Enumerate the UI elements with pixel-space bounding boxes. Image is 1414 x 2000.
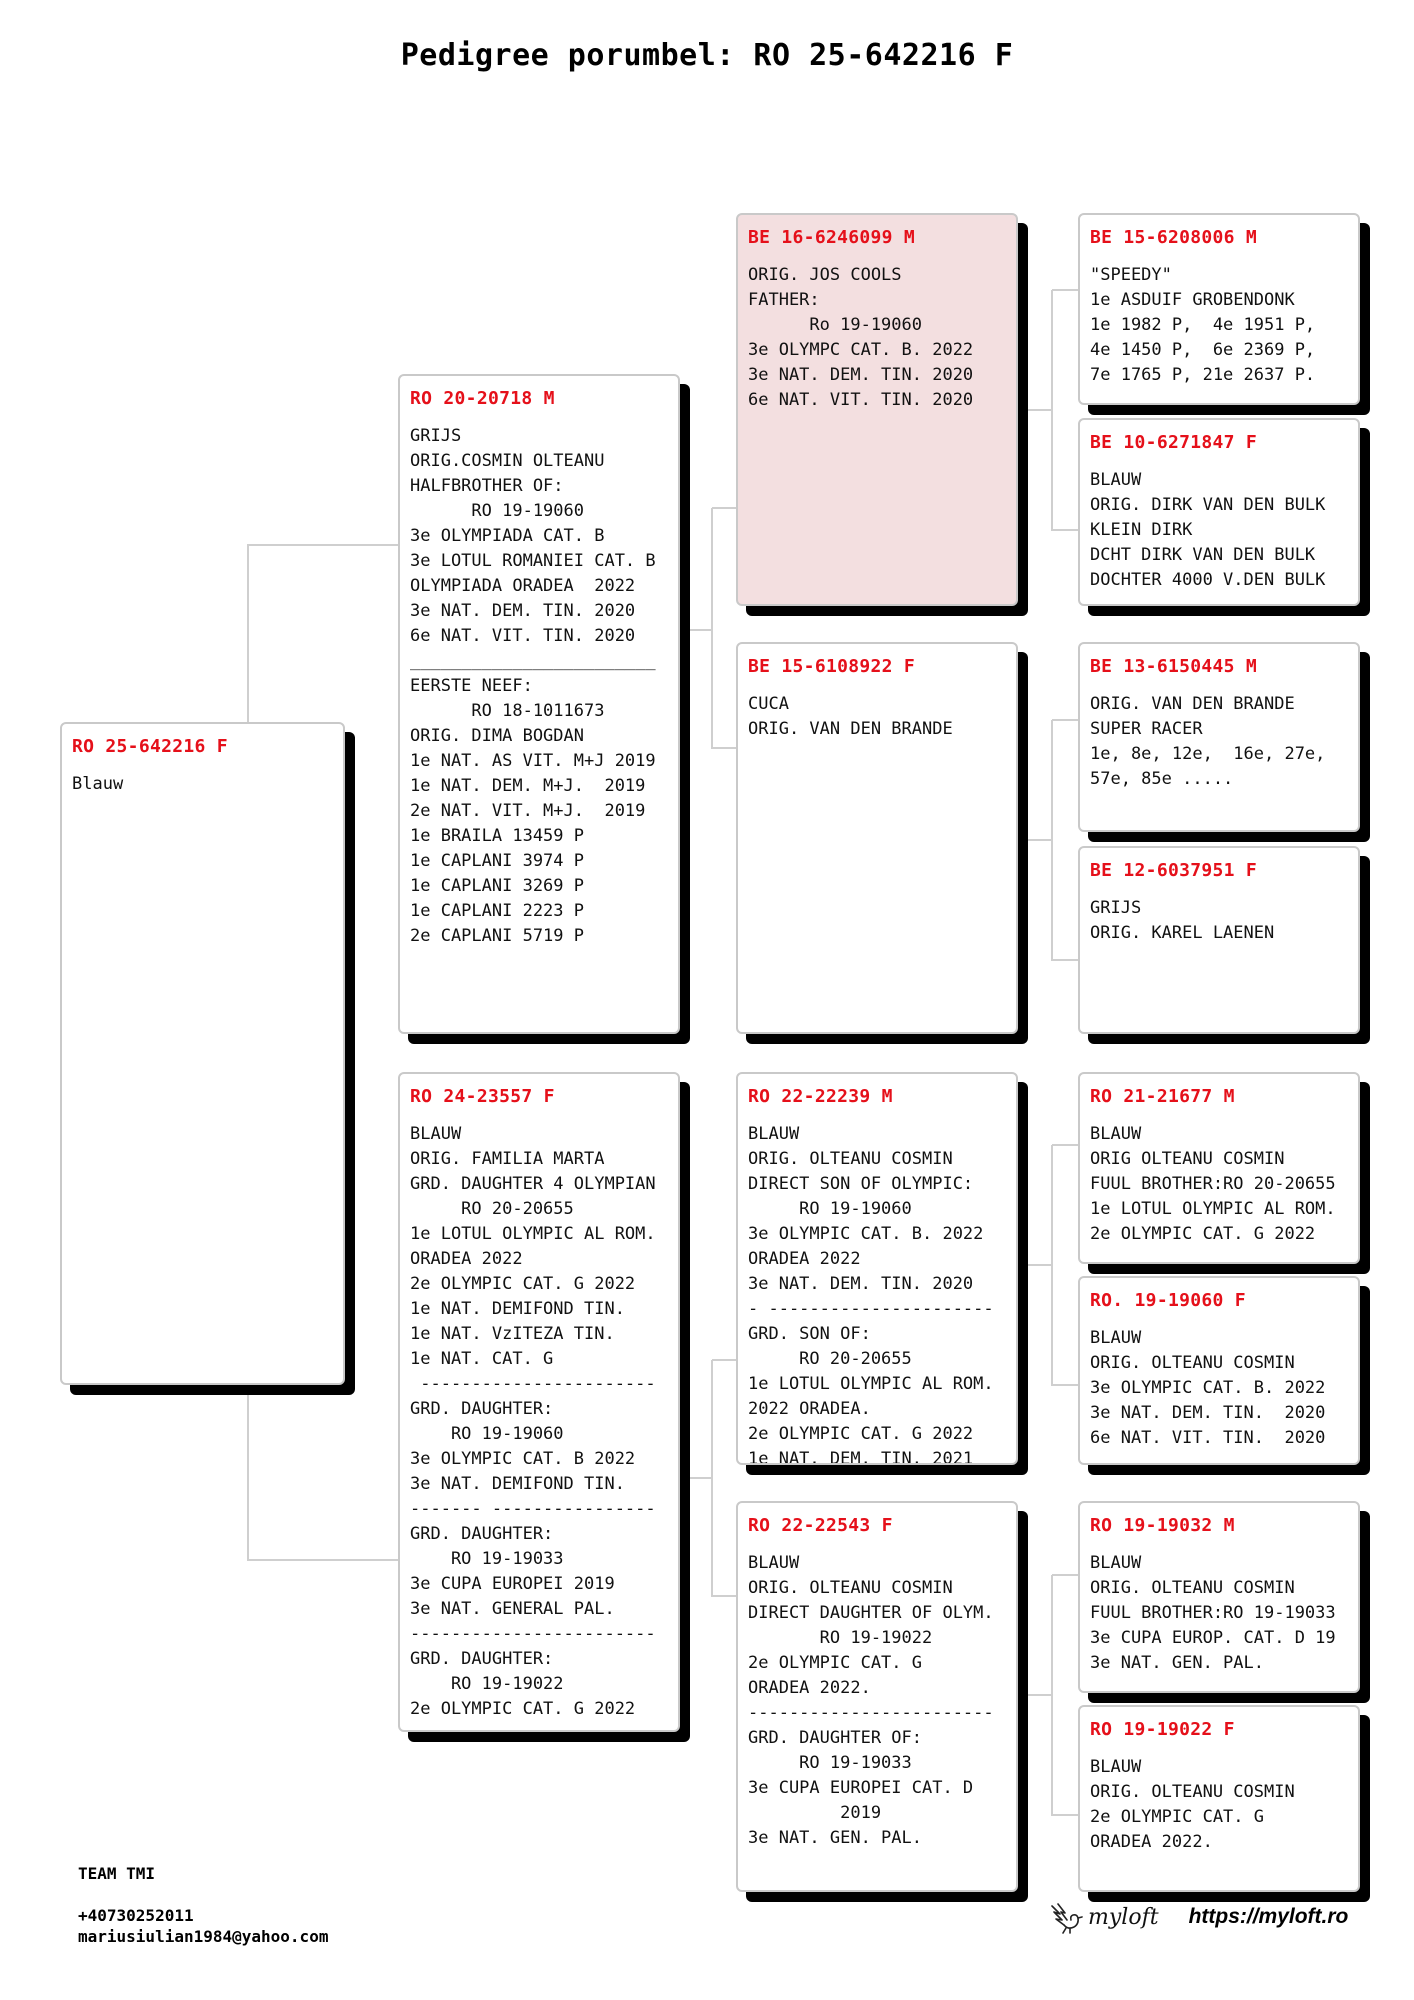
pigeon-ring-number: RO 21-21677 M	[1090, 1086, 1235, 1107]
pigeon-ring-number: RO 22-22239 M	[748, 1086, 893, 1107]
brand-block	[1048, 1900, 1348, 1934]
pigeon-card-sds	[1078, 642, 1360, 832]
pigeon-ring-number: BE 13-6150445 M	[1090, 656, 1258, 677]
pigeon-details: ORIG. JOS COOLS FATHER: Ro 19-19060 3e OLYMPC CAT. B. 2022 3e NAT. DEM. TIN. 2020 6e NAT. VIT. TIN. 2020	[748, 265, 974, 410]
pigeon-ring-number: RO 22-22543 F	[748, 1515, 893, 1536]
pigeon-card-dam-sire	[736, 1072, 1018, 1465]
pigeon-details: BLAUW ORIG. OLTEANU COSMIN DIRECT DAUGHTER OF OLYM. RO 19-19022 2e OLYMPIC CAT. G ORADEA 2022. ------------------------ GRD. DAUGHTER OF: RO 19-19033 3e CUPA EUROPEI CAT. D 2019 3e NAT. GEN. PAL.	[748, 1553, 994, 1848]
pigeon-details: BLAUW ORIG. OLTEANU COSMIN FUUL BROTHER:RO 19-19033 3e CUPA EUROP. CAT. D 19 3e NAT. GEN. PAL.	[1090, 1553, 1336, 1673]
pigeon-card-sire	[398, 374, 680, 1034]
pigeon-logo-icon	[1048, 1900, 1084, 1934]
pigeon-ring-number: RO 25-642216 F	[72, 736, 228, 757]
email-address: mariusiulian1984@yahoo.com	[78, 1927, 329, 1946]
pigeon-details: BLAUW ORIG. FAMILIA MARTA GRD. DAUGHTER 4 OLYMPIAN RO 20-20655 1e LOTUL OLYMPIC AL ROM. ORADEA 2022 2e OLYMPIC CAT. G 2022 1e NAT. DEMIFOND TIN. 1e NAT. VzITEZA TIN. 1e NAT. CAT. G ----------------------- GRD. DAUGHTER: RO 19-19060 3e OLYMPIC CAT. B 2022 3e NAT. DEMIFOND TIN. ------- ---------------- GRD. DAUGHTER: RO 19-19033 3e CUPA EUROPEI 2019 3e NAT. GENERAL PAL. ------------------------ GRD. DAUGHTER: RO 19-19022 2e OLYMPIC CAT. G 2022	[410, 1124, 656, 1719]
pigeon-details: ORIG. VAN DEN BRANDE SUPER RACER 1e, 8e, 12e, 16e, 27e, 57e, 85e .....	[1090, 694, 1326, 789]
pigeon-ring-number: RO 19-19022 F	[1090, 1719, 1235, 1740]
pigeon-card-dam	[398, 1072, 680, 1732]
pigeon-card-dsd	[1078, 1276, 1360, 1465]
pigeon-card-sire-sire	[736, 213, 1018, 606]
contact-block	[78, 1863, 328, 1947]
pigeon-ring-number: BE 16-6246099 M	[748, 227, 916, 248]
pigeon-details: Blauw	[72, 774, 124, 794]
phone-number: +40730252011	[78, 1906, 194, 1925]
pigeon-details: BLAUW ORIG OLTEANU COSMIN FUUL BROTHER:RO 20-20655 1e LOTUL OLYMPIC AL ROM. 2e OLYMPIC CAT. G 2022	[1090, 1124, 1336, 1244]
pigeon-card-dss	[1078, 1072, 1360, 1264]
pigeon-ring-number: RO 24-23557 F	[410, 1086, 555, 1107]
pigeon-details: BLAUW ORIG. OLTEANU COSMIN DIRECT SON OF OLYMPIC: RO 19-19060 3e OLYMPIC CAT. B. 2022 ORADEA 2022 3e NAT. DEM. TIN. 2020 - ---------------------- GRD. SON OF: RO 20-20655 1e LOTUL OLYMPIC AL ROM. 2022 ORADEA. 2e OLYMPIC CAT. G 2022 1e NAT. DEM. TIN. 2021	[748, 1124, 994, 1465]
pigeon-ring-number: BE 15-6108922 F	[748, 656, 916, 677]
pigeon-card-sire-dam	[736, 642, 1018, 1034]
pigeon-card-dam-dam	[736, 1501, 1018, 1892]
pigeon-details: CUCA ORIG. VAN DEN BRANDE	[748, 694, 953, 739]
pigeon-details: BLAUW ORIG. DIRK VAN DEN BULK KLEIN DIRK DCHT DIRK VAN DEN BULK DOCHTER 4000 V.DEN BULK	[1090, 470, 1326, 590]
pigeon-details: GRIJS ORIG.COSMIN OLTEANU HALFBROTHER OF: RO 19-19060 3e OLYMPIADA CAT. B 3e LOTUL ROMANIEI CAT. B OLYMPIADA ORADEA 2022 3e NAT. DEM. TIN. 2020 6e NAT. VIT. TIN. 2020 ________________________ EERSTE NEEF: RO 18-1011673 ORIG. DIMA BOGDAN 1e NAT. AS VIT. M+J 2019 1e NAT. DEM. M+J. 2019 2e NAT. VIT. M+J. 2019 1e BRAILA 13459 P 1e CAPLANI 3974 P 1e CAPLANI 3269 P 1e CAPLANI 2223 P 2e CAPLANI 5719 P	[410, 426, 656, 946]
pigeon-ring-number: BE 15-6208006 M	[1090, 227, 1258, 248]
pigeon-ring-number: BE 10-6271847 F	[1090, 432, 1258, 453]
pigeon-card-sss	[1078, 213, 1360, 405]
pigeon-card-sdd	[1078, 846, 1360, 1034]
pigeon-details: "SPEEDY" 1e ASDUIF GROBENDONK 1e 1982 P, 4e 1951 P, 4e 1450 P, 6e 2369 P, 7e 1765 P, 21e 2637 P.	[1090, 265, 1316, 385]
pigeon-details: GRIJS ORIG. KAREL LAENEN	[1090, 898, 1275, 943]
pigeon-details: BLAUW ORIG. OLTEANU COSMIN 2e OLYMPIC CAT. G ORADEA 2022.	[1090, 1757, 1295, 1852]
brand-name: myloft	[1088, 1904, 1159, 1930]
pigeon-ring-number: RO 19-19032 M	[1090, 1515, 1235, 1536]
pigeon-ring-number: RO 20-20718 M	[410, 388, 555, 409]
pigeon-ring-number: BE 12-6037951 F	[1090, 860, 1258, 881]
pigeon-card-ddd	[1078, 1705, 1360, 1892]
pigeon-card-dds	[1078, 1501, 1360, 1693]
pigeon-card-ssd	[1078, 418, 1360, 606]
pigeon-ring-number: RO. 19-19060 F	[1090, 1290, 1246, 1311]
pigeon-details: BLAUW ORIG. OLTEANU COSMIN 3e OLYMPIC CAT. B. 2022 3e NAT. DEM. TIN. 2020 6e NAT. VIT. TIN. 2020	[1090, 1328, 1326, 1448]
team-name: TEAM TMI	[78, 1864, 156, 1883]
pigeon-card-subject	[60, 722, 345, 1385]
brand-url[interactable]: https://myloft.ro	[1188, 1905, 1349, 1928]
page-title: Pedigree porumbel: RO 25-642216 F	[400, 38, 1014, 73]
